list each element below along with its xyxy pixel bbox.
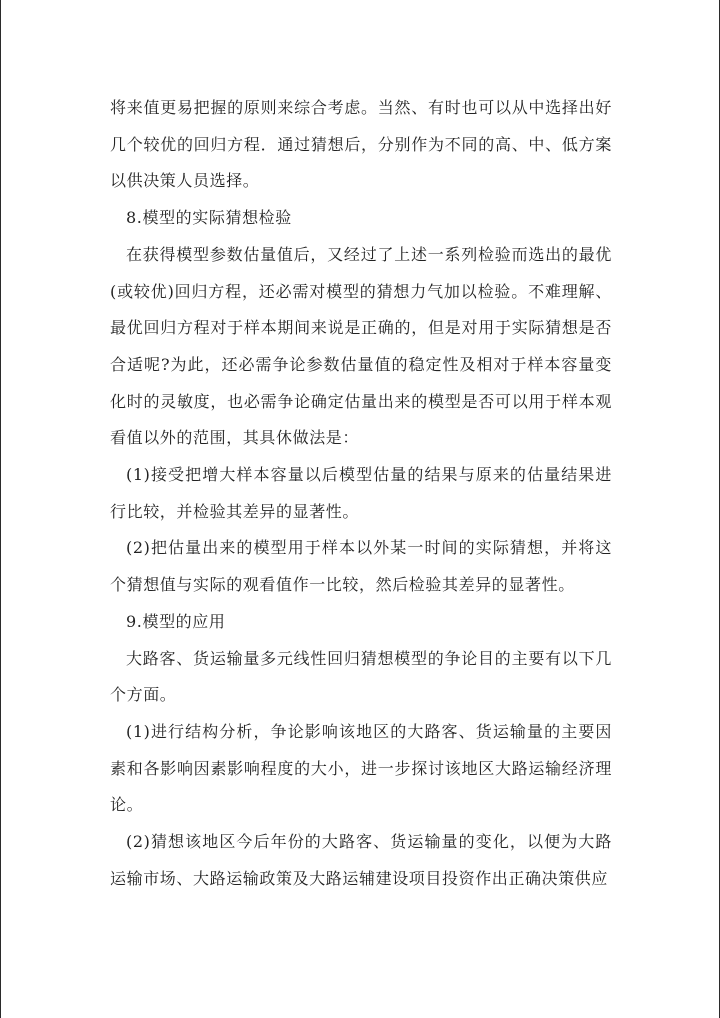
section-heading-9: 9.模型的应用 [126, 611, 226, 631]
paragraph-model-purpose: 大路客、货运输量多元线性回归猜想模型的争论目的主要有以下几个方面。 [110, 648, 612, 705]
paragraph-continuation: 将来值更易把握的原则来综合考虑。当然、有时也可以从中选择出好几个较优的回归方程．通过猜想后，分别作为不同的高、中、低方案以供决策人员选择。 [110, 98, 612, 191]
paragraph-forecast-test: 在获得模型参数估量值后，又经过了上述一系列检验而选出的最优(或较优)回归方程，还必需对模型的猜想力气加以检验。不难理解、最优回归方程对于样本期间来说是正确的，但是对用于实际猜想是否合适呢?为此，还必需争论参数估量值的稳定性及相对于样本容量变化时的灵敏度，也必需争论确定估量出来的模型是否可以用于样本观看值以外的范围，其具休做法是： [110, 244, 612, 448]
document-body [110, 90, 612, 897]
list-item-2: (2)把估量出来的模型用于样本以外某一时间的实际猜想，并将这个猜想值与实际的观看值作一比较，然后检验其差异的显著性。 [110, 538, 612, 595]
list-item-1: (1)接受把增大样本容量以后模型估量的结果与原来的估量结果进行比较，并检验其差异的显著性。 [110, 465, 612, 521]
list-item-forecast: (2)猜想该地区今后年份的大路客、货运输量的变化，以便为大路运输市场、大路运输政策及大路运辅建设项目投资作出正确决策供应 [110, 832, 612, 888]
section-heading-8: 8.模型的实际猜想检验 [126, 208, 292, 228]
list-item-structure-analysis: (1)进行结构分析，争论影响该地区的大路客、货运输量的主要因素和各影响因素影响程度的大小，进一步探讨该地区大路运输经济理论。 [110, 721, 612, 815]
